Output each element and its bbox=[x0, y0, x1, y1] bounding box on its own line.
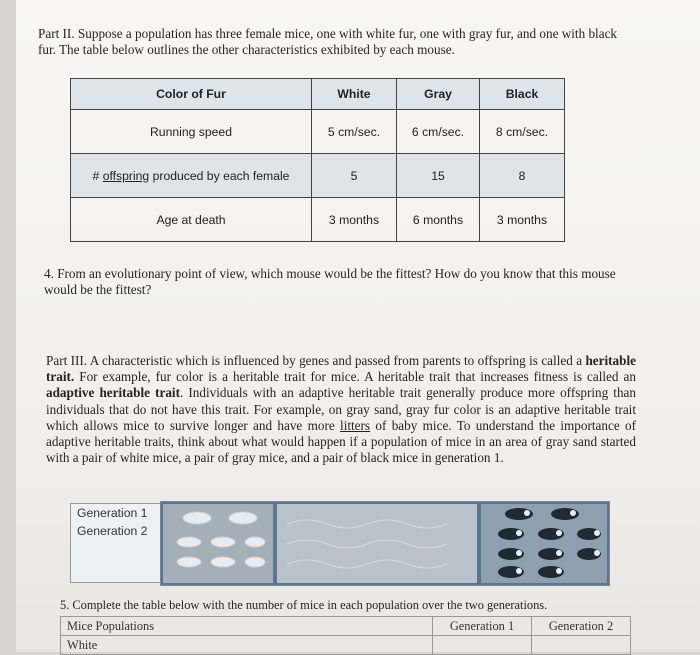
table-row bbox=[71, 154, 565, 198]
question-5: 5. Complete the table below with the number of mice in each population over the two generations. bbox=[60, 598, 548, 612]
cell-white-offspring: 5 bbox=[312, 154, 397, 198]
generation-2-label: Generation 2 bbox=[77, 524, 148, 538]
mice-populations-table bbox=[60, 616, 631, 655]
black-mice-panel bbox=[481, 504, 607, 583]
part3-lead: Part III. A characteristic which is influenced by genes and passed from parents to offspring is called a bbox=[46, 353, 586, 368]
header-color-of-fur: Color of Fur bbox=[71, 79, 312, 110]
generation-labels bbox=[70, 503, 162, 583]
sand-texture bbox=[277, 504, 477, 583]
cell-black-age: 3 months bbox=[480, 198, 565, 242]
row-label-running-speed: Running speed bbox=[71, 110, 312, 154]
part3-tail: of baby mice. To understand the importance of adaptive heritable traits, think about what would happen if a population of mice in an area of gray sand started with a pair of white mice, a pair of gray mice, and a pair of black mice in generation 1. bbox=[46, 417, 636, 466]
table-header-row bbox=[61, 617, 631, 636]
row-label-white: White bbox=[61, 636, 433, 655]
table-row bbox=[71, 198, 565, 242]
header-generation-2: Generation 2 bbox=[532, 617, 631, 636]
black-mice-sketch bbox=[481, 504, 607, 583]
sand-panel bbox=[277, 504, 477, 583]
part3-mid1: For example, fur color is a heritable trait for mice. A heritable trait that increases fitness is called an bbox=[74, 369, 636, 385]
question-4: 4. From an evolutionary point of view, which mouse would be the fittest? How do you know that this mouse would be the fittest? bbox=[44, 266, 616, 298]
cell-white-age: 3 months bbox=[312, 198, 397, 242]
header-generation-1: Generation 1 bbox=[433, 617, 532, 636]
row-label-age-at-death: Age at death bbox=[71, 198, 312, 242]
part3-mid2: . Individuals with an adaptive heritable trait generally produce more offspring than individuals that do not have this trait. For example, on gray sand, gray fur color is an adaptive heritable trait which allows mice to survive longer and have more bbox=[46, 385, 636, 433]
cell-black-speed: 8 cm/sec. bbox=[480, 110, 565, 154]
header-black: Black bbox=[480, 79, 565, 110]
generation-1-label: Generation 1 bbox=[77, 506, 148, 520]
gray-mice-sketch bbox=[163, 504, 273, 583]
offspring-label: # offspring produced by each female bbox=[92, 168, 290, 183]
cell-gray-age: 6 months bbox=[397, 198, 480, 242]
part3-paragraph bbox=[46, 353, 636, 466]
cell-white-speed: 5 cm/sec. bbox=[312, 110, 397, 154]
row-label-offspring bbox=[71, 154, 312, 198]
cell-black-offspring: 8 bbox=[480, 154, 565, 198]
part2-intro: Part II. Suppose a population has three female mice, one with white fur, one with gray fur, and one with black fur. The table below outlines the other characteristics exhibited by each mouse. bbox=[38, 26, 618, 58]
term-litters: litters bbox=[340, 417, 371, 433]
header-gray: Gray bbox=[397, 79, 480, 110]
header-white: White bbox=[312, 79, 397, 110]
term-heritable-trait: heritable trait. bbox=[46, 353, 636, 385]
traits-table bbox=[70, 78, 565, 242]
table-header-row bbox=[71, 79, 565, 110]
gray-mice-panel bbox=[163, 504, 273, 583]
table-row bbox=[71, 110, 565, 154]
cell-gray-speed: 6 cm/sec. bbox=[397, 110, 480, 154]
term-adaptive-heritable-trait: adaptive heritable trait bbox=[46, 385, 180, 401]
header-mice-populations: Mice Populations bbox=[61, 617, 433, 636]
mice-generations-illustration bbox=[160, 501, 610, 586]
cell-gray-offspring: 15 bbox=[397, 154, 480, 198]
